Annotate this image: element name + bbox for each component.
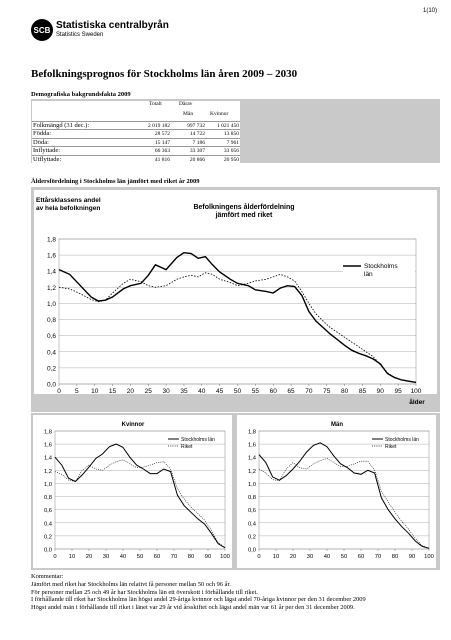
y-tick-label: 1,6 (43, 442, 52, 449)
page-number: 1(10) (422, 8, 437, 14)
facts-row-women: 7 961 (226, 139, 239, 146)
facts-row-men: 33 307 (189, 148, 205, 155)
main-chart-panel (31, 187, 440, 412)
col-women: Kvinnor (210, 111, 229, 117)
y-axis-label: Ettårsklassens andel (36, 197, 101, 204)
facts-row-women: 13 850 (223, 131, 239, 138)
facts-heading: Demografiska bakgrundsfakta 2009 (31, 91, 131, 98)
legend-label: Stockholms (364, 263, 398, 270)
x-tick-label: 10 (272, 554, 280, 560)
x-tick-label: 75 (323, 388, 331, 395)
age-section-heading: Åldersfördelning i Stockholms län jämfört med riket år 2009 (31, 178, 200, 185)
facts-row-men: 14 722 (189, 131, 205, 138)
facts-row-label: Folkmängd (31 dec.): (33, 122, 90, 129)
y-tick-label: 0,2 (247, 534, 256, 541)
page-title: Befolkningsprognos för Stockholms län åren 2009 – 2030 (31, 68, 298, 80)
comment-line: Högst andel män i förhållande till riket i länet var 29 år vid årsskiftet och lägst andel män var 61 år per den 31 december 2009. (31, 604, 355, 612)
y-tick-label: 0,8 (43, 495, 52, 502)
y-tick-label: 0,2 (43, 534, 52, 541)
legend-label: Riket (181, 444, 193, 450)
facts-row-total: 41 816 (154, 156, 170, 163)
comment-heading: Kommentar: (31, 573, 64, 580)
x-tick-label: 50 (233, 388, 242, 395)
y-tick-label: 0,0 (43, 547, 52, 554)
facts-row-total: 66 363 (154, 148, 170, 155)
plot-area (55, 431, 225, 549)
y-tick-label: 0,8 (247, 495, 256, 502)
y-tick-label: 0,6 (46, 333, 56, 341)
facts-row (32, 155, 240, 166)
x-tick-label: 15 (108, 388, 117, 395)
x-tick-label: 90 (204, 554, 212, 560)
y-tick-label: 1,4 (43, 455, 52, 462)
y-tick-label: 1,8 (43, 429, 52, 436)
y-tick-label: 1,2 (43, 468, 52, 475)
y-tick-label: 0,4 (247, 521, 256, 528)
facts-row-men: 997 732 (187, 123, 205, 129)
x-tick-label: 60 (357, 554, 365, 560)
x-tick-label: 85 (358, 388, 367, 395)
y-tick-label: 0,2 (46, 365, 56, 373)
y-tick-label: 1,2 (46, 284, 56, 292)
y-tick-label: 0,4 (46, 349, 56, 357)
facts-row-women: 20 950 (223, 156, 239, 163)
facts-row-women: 33 056 (223, 148, 239, 155)
x-tick-label: 80 (340, 388, 349, 395)
plot-area (259, 431, 429, 549)
y-tick-label: 1,0 (46, 300, 56, 308)
x-tick-label: 100 (220, 554, 230, 560)
x-tick-label: 0 (57, 388, 61, 395)
y-tick-label: 1,8 (247, 429, 256, 436)
y-tick-label: 1,0 (43, 481, 52, 488)
y-tick-label: 1,4 (46, 268, 56, 276)
x-tick-label: 20 (85, 554, 93, 560)
comment-line: I förhållande till riket har Stockholms län högst andel 29-åriga kvinnor och lägst andel 70-åriga kvinnor per den 31 december 2009 (31, 596, 366, 604)
x-tick-label: 50 (136, 554, 144, 560)
women-age-chart (33, 415, 232, 568)
facts-row-total: 15 147 (154, 139, 170, 146)
col-total: Totalt (149, 101, 162, 107)
x-tick-label: 30 (306, 554, 314, 560)
x-tick-label: 30 (162, 388, 170, 395)
x-tick-label: 20 (126, 388, 135, 395)
facts-row-label: Födda: (33, 130, 52, 138)
y-tick-label: 0,6 (43, 508, 52, 515)
facts-row-total: 28 572 (154, 131, 170, 138)
legend-label: Riket (385, 444, 397, 450)
comment-line: För personer mellan 25 och 49 år har Stockholms län ett överskott i förhållande till riket. (31, 588, 258, 596)
legend-label: Stockholms län (385, 437, 419, 443)
x-tick-label: 35 (180, 388, 188, 395)
y-tick-label: 0,6 (247, 508, 256, 515)
y-tick-label: 1,6 (247, 442, 256, 449)
x-tick-label: 55 (251, 388, 259, 395)
x-tick-label: 45 (216, 388, 224, 395)
x-axis-label: ålder (409, 399, 425, 406)
x-tick-label: 50 (340, 554, 348, 560)
men-age-chart (237, 415, 436, 568)
small-charts-panel (31, 413, 440, 570)
x-tick-label: 10 (68, 554, 76, 560)
y-tick-label: 1,8 (46, 236, 56, 244)
logo-name: Statistiska centralbyrån (56, 20, 169, 31)
x-tick-label: 60 (269, 388, 277, 395)
scb-logo (31, 19, 169, 41)
scb-logo-icon: SCB (31, 19, 53, 41)
x-tick-label: 5 (75, 388, 79, 395)
chart-title: Befolkningens ålderfördelning (193, 204, 295, 211)
x-tick-label: 40 (198, 388, 206, 395)
x-tick-label: 40 (323, 554, 331, 560)
facts-row-label: Utflyttade: (33, 155, 62, 163)
chart-title: Män (331, 422, 343, 428)
x-tick-label: 80 (187, 554, 195, 560)
x-tick-label: 25 (144, 388, 152, 395)
y-tick-label: 0,0 (247, 547, 256, 554)
x-tick-label: 95 (394, 388, 402, 395)
x-tick-label: 40 (119, 554, 127, 560)
y-tick-label: 1,6 (46, 252, 56, 260)
logo-subtitle: Statistics Sweden (56, 32, 104, 38)
y-axis-label: av hela befolkningen (36, 205, 101, 212)
comment-line: Jämfört med riket har Stockholms län relativt få personer mellan 50 och 96 år. (31, 580, 231, 588)
chart-title: Kvinnor (121, 422, 145, 428)
facts-row-men: 20 866 (189, 156, 205, 163)
y-tick-label: 0,4 (43, 521, 52, 528)
facts-row-women: 1 021 450 (217, 123, 239, 129)
x-tick-label: 0 (53, 554, 57, 560)
x-tick-label: 70 (374, 554, 382, 560)
y-tick-label: 1,0 (247, 481, 256, 488)
y-tick-label: 0,0 (46, 381, 56, 389)
col-men: Män (183, 111, 194, 117)
legend-label: Stockholms län (181, 437, 215, 443)
facts-row-label: Inflyttade: (33, 147, 61, 155)
x-tick-label: 90 (376, 388, 384, 395)
x-tick-label: 20 (289, 554, 297, 560)
col-darav: Därav (179, 101, 193, 107)
x-tick-label: 60 (153, 554, 161, 560)
x-tick-label: 0 (257, 554, 261, 560)
legend-label: län (364, 271, 373, 278)
x-tick-label: 100 (424, 554, 434, 560)
x-tick-label: 90 (408, 554, 416, 560)
x-tick-label: 70 (170, 554, 178, 560)
facts-table (32, 101, 240, 163)
x-tick-label: 65 (287, 388, 295, 395)
y-tick-label: 1,2 (247, 468, 256, 475)
y-tick-label: 1,4 (247, 455, 256, 462)
y-tick-label: 0,8 (46, 317, 56, 325)
chart-title: jämfört med riket (215, 212, 273, 219)
comment-section (31, 573, 441, 612)
facts-row-total: 2 019 182 (148, 123, 170, 129)
x-tick-label: 10 (91, 388, 99, 395)
main-age-chart (31, 187, 440, 412)
x-tick-label: 100 (410, 388, 422, 395)
x-tick-label: 80 (391, 554, 399, 560)
x-tick-label: 70 (305, 388, 313, 395)
x-tick-label: 30 (102, 554, 110, 560)
facts-row-label: Döda: (33, 138, 49, 146)
facts-row-men: 7 186 (192, 139, 205, 146)
